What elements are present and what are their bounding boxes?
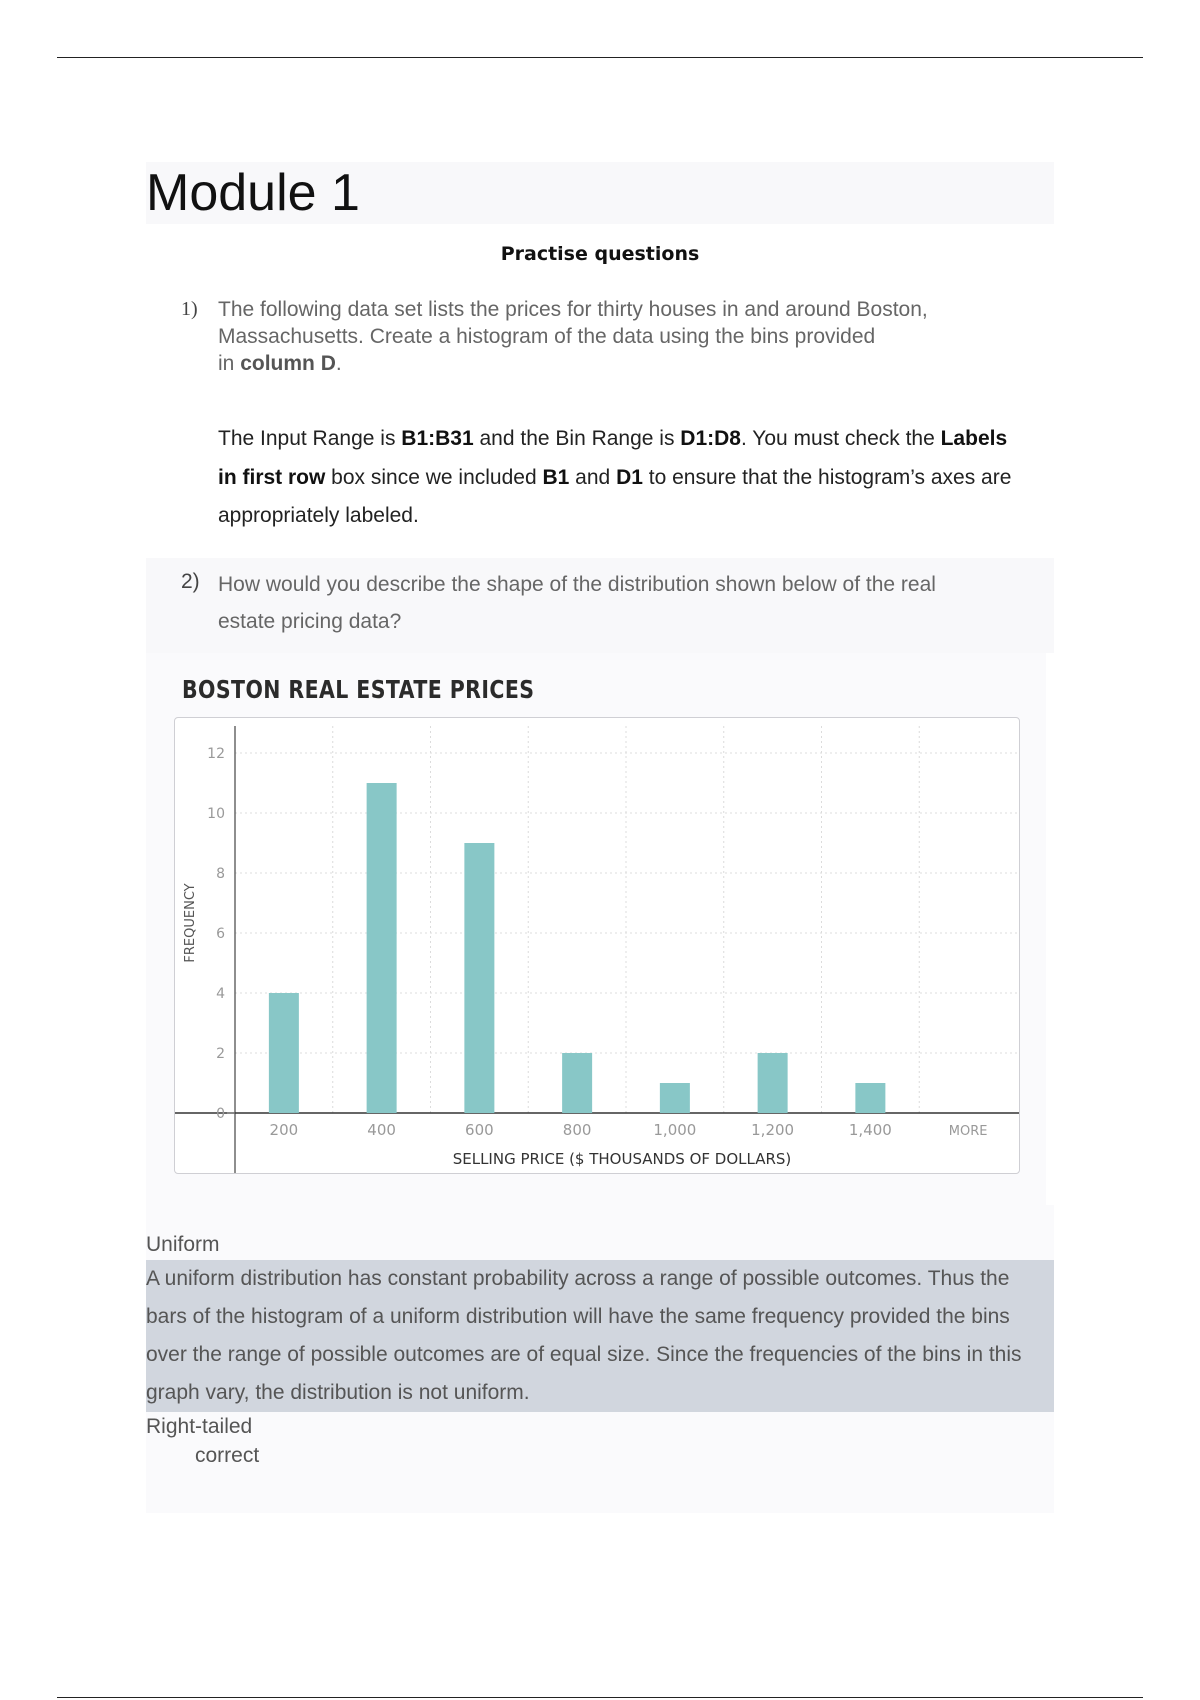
question-2-line-1: How would you describe the shape of the distribution shown below of the real [218,573,936,596]
histogram-chart [175,718,1019,1173]
question-1-line-3-post: . [335,352,342,375]
note-labels-option: Labels in first row [218,427,1008,489]
question-2-number: 2) [181,570,200,593]
x-axis-title: SELLING PRICE ($ THOUSANDS OF DOLLARS) [452,1150,792,1168]
question-1-line-2: Massachusetts. Create a histogram of the data using the bins provided [218,325,876,348]
note-text-1: The Input Range is [218,427,402,450]
bottom-rule [57,1697,1143,1698]
bar-600 [464,843,494,1113]
note-text-5: and [569,465,617,489]
note-cell-d1: D1 [616,465,643,489]
note-text-6: to ensure that the histogram’s axes are appropriately labeled. [218,465,1012,527]
question-1-line-1: The following data set lists the prices for thirty houses in and around Boston, [218,298,928,321]
y-tick-label: 6 [216,926,225,942]
bar-200 [269,993,299,1113]
note-text-3: . You must check the [740,427,941,450]
x-tick-label: 1,200 [751,1121,795,1139]
y-tick-label: 4 [216,986,225,1002]
x-tick-label: MORE [948,1124,988,1139]
bar-1000 [660,1083,690,1113]
x-tick-label: 200 [269,1121,299,1139]
chart-title: BOSTON REAL ESTATE PRICES [182,675,535,704]
y-axis-title: FREQUENCY [183,883,198,963]
y-tick-label: 0 [216,1106,225,1122]
question-2-line-2: estate pricing data? [218,610,402,633]
question-1-line-3 [218,350,928,377]
note-bin-range: D1:D8 [680,427,741,450]
question-2-text [218,566,1018,640]
question-1-line-3-pre: in [218,352,241,375]
answer-explanation: A uniform distribution has constant probability across a range of possible outcomes. Thus the bars of the histogram of a uniform distribution will have the same frequency provided the bins over the range of possible outcomes are of equal size. Since the frequencies of the bins in this graph vary, the distribution is not uniform. [146,1260,1054,1412]
x-tick-label: 1,400 [848,1121,892,1139]
x-tick-label: 800 [562,1121,592,1139]
chart-frame [174,717,1020,1174]
question-1-number: 1) [181,298,198,320]
y-tick-label: 12 [207,746,225,762]
y-tick-label: 2 [216,1046,225,1062]
note-text-4: box since we included [325,465,543,489]
x-tick-label: 1,000 [653,1121,697,1139]
note-input-range: B1:B31 [401,427,474,450]
bar-800 [562,1053,592,1113]
note-text-2: and the Bin Range is [473,427,681,450]
note-cell-b1: B1 [542,465,570,489]
x-tick-label: 400 [367,1121,396,1139]
page-subtitle: Practise questions [500,243,700,265]
top-rule [57,57,1143,58]
bar-400 [367,783,397,1113]
bar-1200 [758,1053,788,1113]
answer-option-uniform[interactable]: Uniform [146,1233,220,1256]
x-tick-label: 600 [465,1121,494,1139]
bar-1400 [855,1083,885,1113]
page-title: Module 1 [146,164,360,222]
question-1-text [218,296,928,377]
y-tick-label: 8 [216,866,225,882]
y-tick-label: 10 [207,806,225,822]
question-1-note [218,420,1018,536]
question-1-column-ref: column D [240,352,336,375]
answer-option-right-tailed[interactable]: Right-tailed [146,1415,253,1438]
answer-status: correct [195,1444,260,1467]
